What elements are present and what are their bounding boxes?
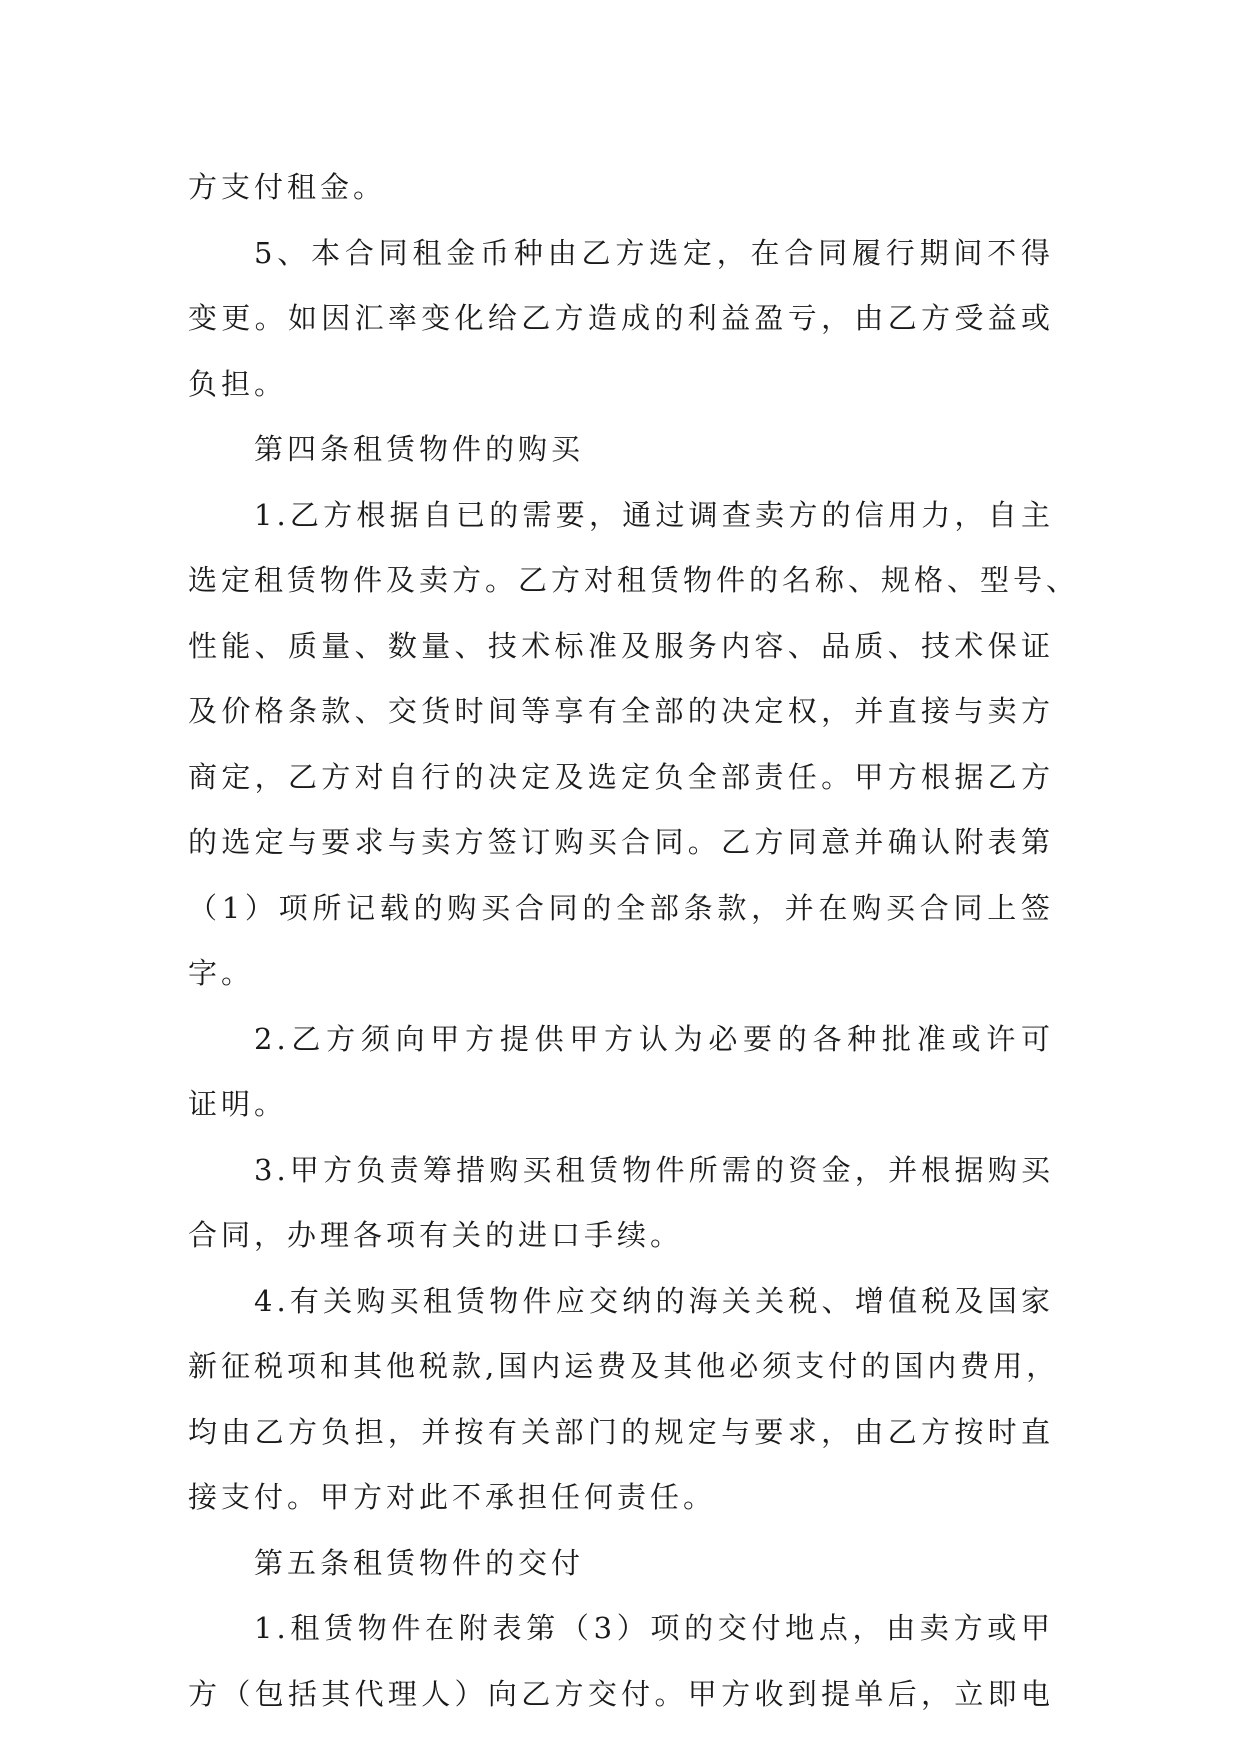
text-line: 接支付。甲方对此不承担任何责任。: [188, 1480, 717, 1514]
text-line: 3.甲方负责筹措购买租赁物件所需的资金，并根据购买: [254, 1152, 1054, 1187]
section-heading: 第四条租赁物件的购买: [254, 432, 585, 466]
document-body: [188, 155, 1080, 1727]
text-line: 5、本合同租金币种由乙方选定，在合同履行期间不得: [254, 235, 1054, 270]
text-line: 字。: [188, 956, 255, 990]
text-line: 性能、质量、数量、技术标准及服务内容、品质、技术保证: [188, 628, 1054, 663]
text-line: 2.乙方须向甲方提供甲方认为必要的各种批准或许可: [254, 1021, 1054, 1056]
text-line: 4.有关购买租赁物件应交纳的海关关税、增值税及国家: [254, 1283, 1054, 1318]
text-line: 1.租赁物件在附表第（3）项的交付地点，由卖方或甲: [254, 1611, 1054, 1645]
text-line: 负担。: [188, 366, 288, 401]
text-line: 证明。: [188, 1087, 288, 1121]
text-line: 及价格条款、交货时间等享有全部的决定权，并直接与卖方: [188, 694, 1054, 728]
text-line: 变更。如因汇率变化给乙方造成的利益盈亏，由乙方受益或: [188, 301, 1054, 335]
text-line: 方（包括其代理人）向乙方交付。甲方收到提单后，立即电: [188, 1676, 1054, 1711]
text-line: 选定租赁物件及卖方。乙方对租赁物件的名称、规格、型号、: [188, 563, 1080, 597]
text-line: （1）项所记载的购买合同的全部条款，并在购买合同上签: [188, 890, 1054, 925]
text-line: 方支付租金。: [188, 170, 387, 204]
text-line: 1.乙方根据自已的需要，通过调查卖方的信用力，自主: [254, 497, 1054, 532]
section-heading: 第五条租赁物件的交付: [254, 1545, 585, 1580]
text-line: 新征税项和其他税款,国内运费及其他必须支付的国内费用，: [188, 1349, 1060, 1383]
text-line: 的选定与要求与卖方签订购买合同。乙方同意并确认附表第: [188, 825, 1054, 859]
text-line: 商定，乙方对自行的决定及选定负全部责任。甲方根据乙方: [188, 759, 1054, 794]
text-line: 合同，办理各项有关的进口手续。: [188, 1218, 684, 1252]
text-line: 均由乙方负担，并按有关部门的规定与要求，由乙方按时直: [188, 1414, 1054, 1449]
